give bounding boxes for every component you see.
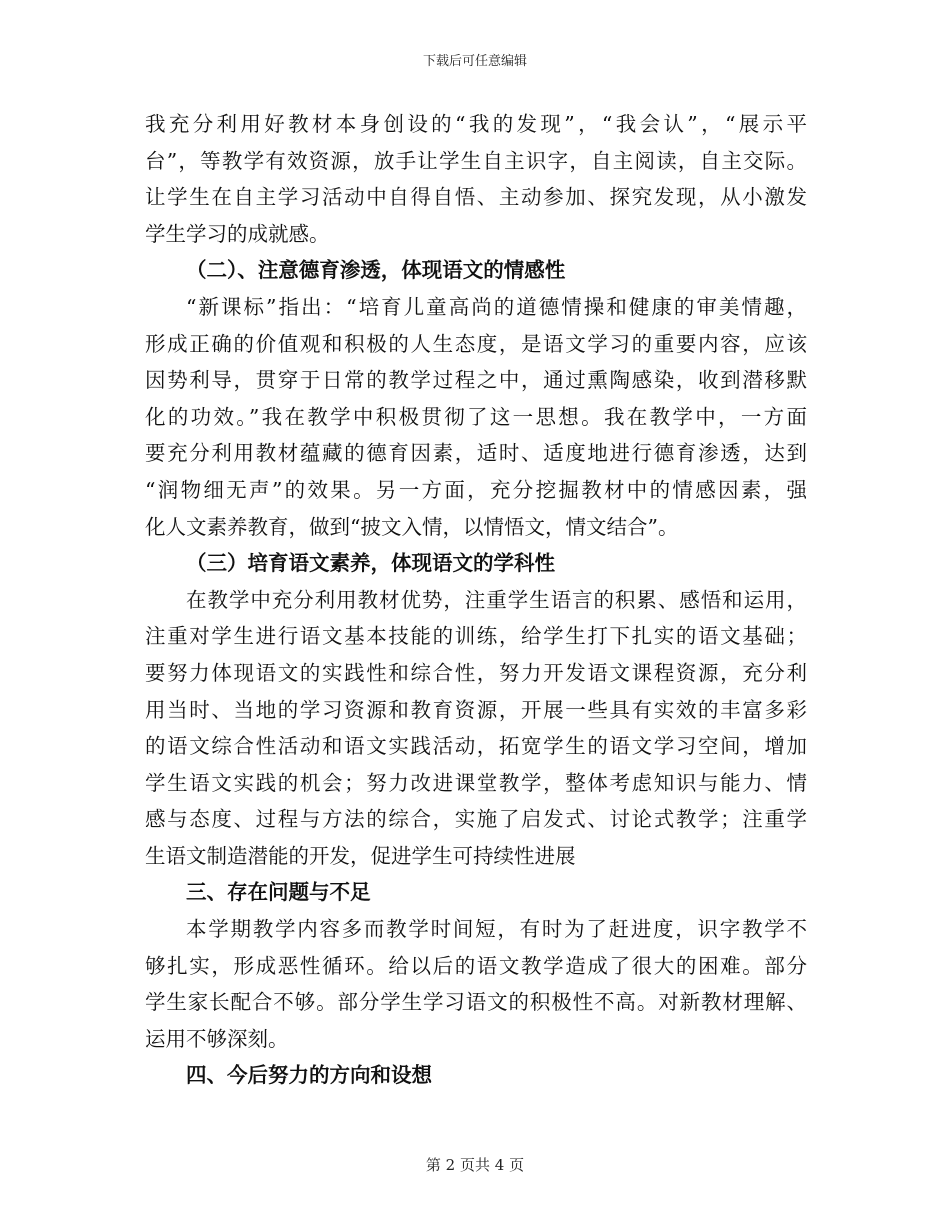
paragraph-line: 运用不够深刻。 (145, 1026, 289, 1051)
paragraph-line: 本学期教学内容多而教学时间短，有时为了赶进度，识字教学不 (186, 917, 807, 942)
paragraph-line: 因势利导，贯穿于日常的教学过程之中，通过熏陶感染，收到潜移默 (145, 368, 807, 393)
paragraph-line: 化的功效。”我在教学中积极贯彻了这一思想。我在教学中，一方面 (145, 404, 807, 429)
paragraph-line: 够扎实，形成恶性循环。给以后的语文教学造成了很大的困难。部分 (145, 953, 807, 978)
paragraph-line: 要努力体现语文的实践性和综合性，努力开发语文课程资源，充分利 (145, 660, 807, 685)
section-heading: （二）、注意德育渗透，体现语文的情感性 (186, 258, 566, 283)
paragraph-line: 要充分利用教材蕴藏的德育因素，适时、适度地进行德育渗透，达到 (145, 441, 807, 466)
paragraph-line: “润物细无声”的效果。另一方面，充分挖掘教材中的情感因素，强 (145, 477, 807, 502)
paragraph-line: 化人文素养教育，做到“披文入情，以情悟文，情文结合”。 (145, 514, 679, 539)
paragraph-line: 的语文综合性活动和语文实践活动，拓宽学生的语文学习空间，增加 (145, 734, 807, 759)
section-heading: 四、今后努力的方向和设想 (186, 1063, 432, 1088)
paragraph-line: 学生语文实践的机会；努力改进课堂教学，整体考虑知识与能力、情 (145, 770, 807, 795)
document-body (145, 106, 807, 1094)
paragraph-line: 注重对学生进行语文基本技能的训练，给学生打下扎实的语文基础； (145, 624, 807, 649)
paragraph-line: 台”，等教学有效资源，放手让学生自主识字，自主阅读，自主交际。 (145, 148, 807, 173)
paragraph-line: 用当时、当地的学习资源和教育资源，开展一些具有实效的丰富多彩 (145, 697, 807, 722)
page-header: 下载后可任意编辑 (422, 54, 527, 69)
paragraph-line: 学生学习的成就感。 (145, 221, 330, 246)
page-number: 第 2 页共 4 页 (425, 1156, 525, 1174)
paragraph-line: 形成正确的价值观和积极的人生态度，是语文学习的重要内容，应该 (145, 331, 807, 356)
paragraph-line: 生语文制造潜能的开发，促进学生可持续性进展 (145, 843, 576, 868)
paragraph-line: 我充分利用好教材本身创设的“我的发现”，“我会认”，“展示平 (145, 112, 807, 136)
paragraph-line: 让学生在自主学习活动中自得自悟、主动参加、探究发现，从小激发 (145, 185, 807, 210)
section-heading: （三）培育语文素养，体现语文的学科性 (186, 551, 555, 576)
paragraph-line: 感与态度、过程与方法的综合，实施了启发式、讨论式教学；注重学 (145, 807, 807, 832)
paragraph-line: 在教学中充分利用教材优势，注重学生语言的积累、感悟和运用， (186, 587, 807, 612)
paragraph-line: 学生家长配合不够。部分学生学习语文的积极性不高。对新教材理解、 (145, 990, 807, 1015)
paragraph-line: “新课标”指出：“培育儿童高尚的道德情操和健康的审美情趣， (186, 294, 807, 319)
section-heading: 三、存在问题与不足 (186, 880, 371, 905)
